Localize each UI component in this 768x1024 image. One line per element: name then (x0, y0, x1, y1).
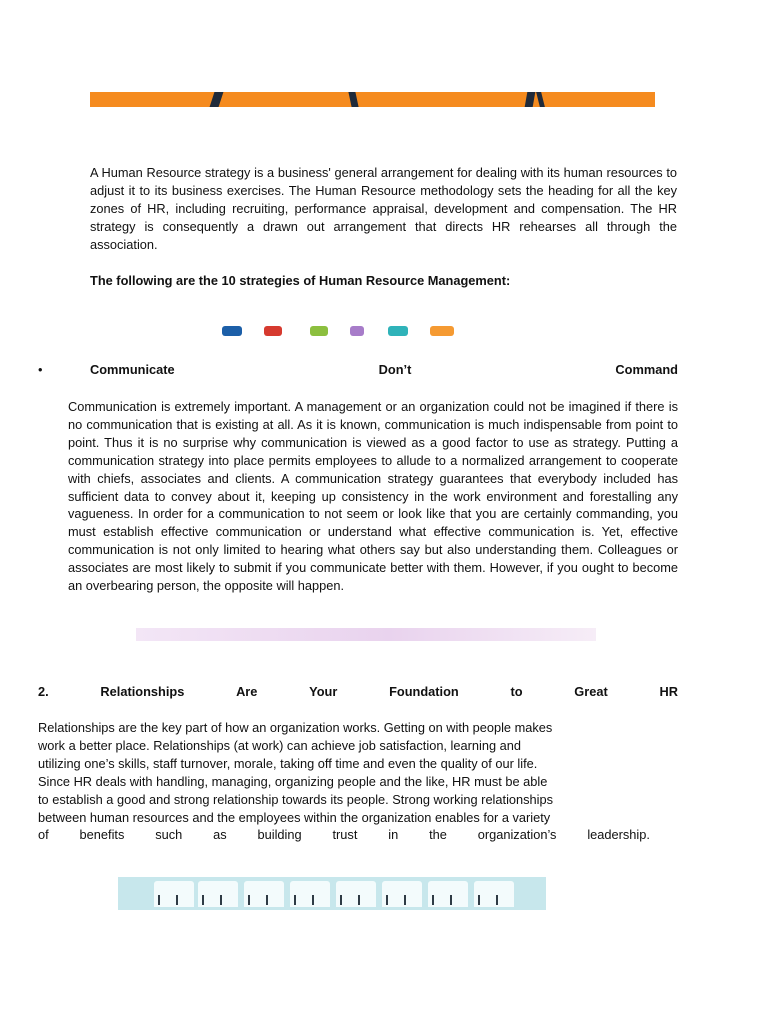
section2-line: utilizing one’s skills, staff turnover, morale, taking off time and even the quality of our life. (38, 755, 538, 771)
section2-word: building (257, 827, 302, 843)
section2-last-line (38, 826, 650, 844)
figure-blue (222, 326, 242, 336)
section2-word: trust (332, 827, 358, 843)
section2-word: leadership. (587, 827, 650, 843)
section2-title-word: to (510, 684, 523, 699)
section1-paragraph: Communication is extremely important. A management or an organization could not be imagined if there is no communication that is existing at all. As it is known, communication is much indispensable from point to point. Thus it is no surprise why communication is viewed as a good factor to use as strategy. Putting a communication strategy into place permits employees to allude to a normalized arrangement to cooperate with chiefs, associates and clients. A communication strategy guarantees that everybody included has sufficient data to convey about it, keeping up consistency in the work environment and forestalling any vagueness. In order for a communication to not seem or look like that you are certainly commanding, you must establish effective communication or understand what effective communication is. Yet, effective communication is not only limited to hearing what others say but also understanding them. Colleagues or associates are most likely to submit if you communicate better with them. However, if you ought to become an overbearing person, the opposite will happen. (68, 399, 678, 594)
figure-purple (350, 326, 364, 336)
section2-title-word: Foundation (389, 684, 459, 699)
header-banner-image (90, 92, 655, 107)
section2-line: to establish a good and strong relationship towards its people. Strong working relationships (38, 791, 554, 807)
section2-word: the (429, 827, 447, 843)
section2-heading (38, 684, 678, 699)
figure-orange (430, 326, 454, 336)
section2-word: as (213, 827, 227, 843)
section2-paragraph (38, 719, 650, 844)
section2-line: between human resources and the employees within the organization enables for a variety (38, 809, 551, 825)
figure-teal (388, 326, 408, 336)
section2-title-word: 2. (38, 684, 49, 699)
section2-word: in (388, 827, 399, 843)
section1-heading (38, 362, 678, 378)
strategies-heading: The following are the 10 strategies of Human Resource Management: (90, 273, 511, 288)
section2-title-word: Relationships (100, 684, 185, 699)
section2-title-word: Great (574, 684, 608, 699)
section2-word: organization’s (477, 827, 557, 843)
figure-green (310, 326, 328, 336)
chairs-image (118, 877, 546, 910)
section1-title-word: Command (615, 362, 678, 377)
section2-line: Relationships are the key part of how an organization works. Getting on with people makes (38, 720, 553, 735)
section2-word: such (155, 827, 183, 843)
bullet-icon: • (38, 362, 43, 377)
section2-word: benefits (79, 827, 125, 843)
section2-line: work a better place. Relationships (at work) can achieve job satisfaction, learning and (38, 737, 521, 753)
section2-title-word: Are (236, 684, 258, 699)
colorful-figures-image (222, 322, 462, 340)
section2-word: of (38, 827, 49, 843)
section2-title-word: Your (309, 684, 338, 699)
intro-paragraph: A Human Resource strategy is a business' general arrangement for dealing with its human resources to adjust it to its business exercises. The Human Resource methodology sets the heading for all the key zones of HR, including recruiting, performance appraisal, development and compensation. The HR strategy is consequently a drawn out arrangement that directs HR rehearses all through the association. (90, 165, 677, 252)
figure-red (264, 326, 282, 336)
section2-title-word: HR (659, 684, 678, 699)
section1-title-word: Don’t (378, 362, 412, 377)
section2-line: Since HR deals with handling, managing, organizing people and the like, HR must be able (38, 773, 548, 789)
purple-divider-image (136, 628, 596, 641)
section1-title-word: Communicate (90, 362, 175, 377)
